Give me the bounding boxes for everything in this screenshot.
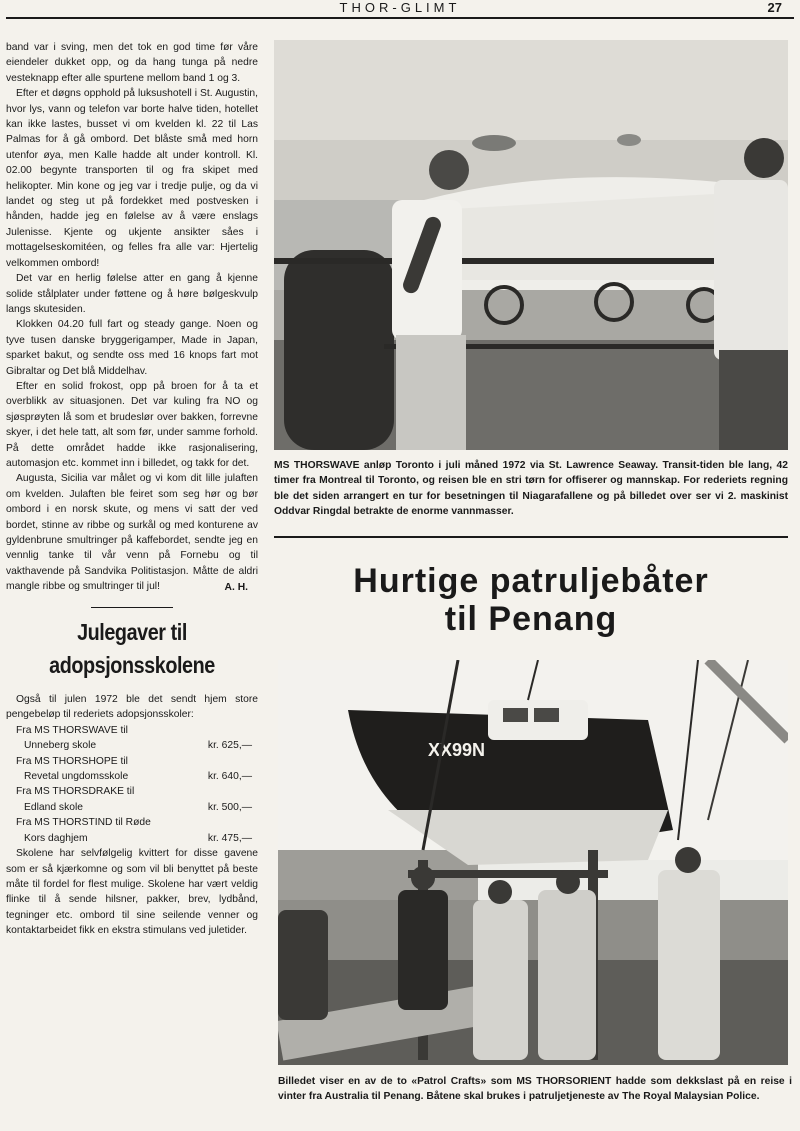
left-article-column <box>6 40 258 939</box>
patrol-boat-photo <box>278 660 788 1065</box>
article-signature: A. H. <box>224 581 248 593</box>
page-number: 27 <box>767 0 782 15</box>
gift-ship: Fra MS THORSDRAKE til <box>16 786 135 798</box>
section-divider <box>91 607 173 608</box>
gift-amount: kr. 625,— <box>207 740 252 752</box>
gift-amount: kr. 500,— <box>207 801 252 813</box>
gift-amount: kr. 640,— <box>207 771 252 783</box>
header-rule <box>6 17 794 19</box>
gift-ship: Fra MS THORSWAVE til <box>16 724 128 736</box>
gift-title-line2: adopsjonsskolene <box>49 652 215 679</box>
article-paragraph: Det var en herlig følelse atter en gang å kjenne solide stålplater under føttene og å høre bølgeskvulp langs skutesiden. <box>6 273 258 315</box>
gift-row <box>6 831 258 846</box>
patrol-boat-caption: Billedet viser en av de to «Patrol Crafts» som MS THORSORIENT hadde som dekkslast på en reise i vinter fra Australia til Penang. Båtene skal brukes i patruljetjeneste av The Royal Malaysian Police. <box>278 1076 792 1103</box>
patrol-boats-headline <box>274 562 788 638</box>
gift-intro: Også til julen 1972 ble det sendt hjem store pengebeløp til rederiets adopsjonsskoler: <box>6 694 258 721</box>
last-paragraph-with-signature <box>6 471 258 594</box>
gift-list <box>6 723 258 846</box>
gift-school: Revetal ungdomsskole <box>24 771 129 783</box>
gift-row <box>6 800 258 815</box>
gift-ship: Fra MS THORSHOPE til <box>16 755 128 767</box>
niagara-falls-photo <box>274 40 788 450</box>
gift-section-title <box>24 616 241 682</box>
gift-school: Unneberg skole <box>24 740 97 752</box>
article-paragraph: Augusta, Sicilia var målet og vi kom dit lille julaften om kvelden. Julaften ble feiret som seg hør og bør ombord i en norsk skute, og mens vi satt der ved bordet, stinne av ribbe og surkål og med konturene av gyldenbrune smultringer på kaffebordet, sendte jeg en vennlig tanke til vår venn på Fornebu og til vakthavende på Sandvika Politistasjon. Måtte de aldri mangle ribbe og smultringer til jul! <box>6 473 258 593</box>
boat-registration: XX99N <box>428 740 486 760</box>
article-paragraph: Efter en solid frokost, opp på broen for å ta et overblikk av situasjonen. Det var kuling fra NO og sjøsprøyten lå som et brudeslør over bakken, forrevne skyer, i det hele tatt, alt som før, under samme forhold. På dette området hadde ikke rasjonalisering, automasjon etc. kommet inn i billedet, og takk for det. <box>6 380 258 469</box>
gift-school: Edland skole <box>24 801 83 813</box>
gift-closing: Skolene har selvfølgelig kvittert for disse gavene som er så kjærkomne og som vil bli benyttet på beste måte til fordel for flest mulige. Skolene har vært veldig flinke til å sende hilsner, pakker, brev, lydbånd, tegninger etc. ombord til sine seilende venner og kontaktarbeidet fikk en ekstra stimulans ved juletider. <box>6 848 258 937</box>
magazine-title: THOR-GLIMT <box>339 0 461 15</box>
article-paragraph: Efter et døgns opphold på luksushotell i St. Augustin, hvor lys, vann og telefon var borte halve tiden, hotellet kan ikke lastes, busset vi om kvelden kl. 22 til Las Palmas for å gå ombord. Det blåste små med horn utenfor øya, men Kalle hadde alt under kontroll. Kl. 02.00 begynte transporten til og fra skipet med helikopter. Min kone og jeg var i tredje pulje, og da vi landet og steg ut på fordekket med postvesken i hånden, hadde jeg en følelse av å være enslags Julenisse. Kjente og ukjente ansikter såes i mottagelseskomitéen, og felles fra alle var: Hjertelig velkommen ombord! <box>6 88 258 269</box>
gift-ship: Fra MS THORSTIND til Røde <box>16 817 151 829</box>
article-paragraph: band var i sving, men det tok en god time før våre eiendeler dukket opp, og da hang tunga på nedre vesteknapp efter alle spurtene mellom band 1 og 3. <box>6 42 258 84</box>
gift-amount: kr. 475,— <box>207 832 252 844</box>
headline-line2: til Penang <box>444 600 618 638</box>
gift-row <box>6 769 258 784</box>
caption-rule <box>274 536 788 538</box>
gift-school: Kors daghjem <box>24 832 88 844</box>
headline-line1: Hurtige patruljebåter <box>353 562 709 600</box>
niagara-photo-caption: MS THORSWAVE anløp Toronto i juli måned 1972 via St. Lawrence Seaway. Transit-tiden ble lang, 42 timer fra Montreal til Toronto, og reisen ble en stri tørn for offiserer og mannskap. For rederiets regning ble det siden arrangert en tur for besetningen til Niagarafallene og på billedet over ser vi 2. maskinist Oddvar Ringdal betrakte de enorme vannmasser. <box>274 460 788 518</box>
article-paragraph: Klokken 04.20 full fart og steady gange. Noen og tyve tusen danske bryggerigamper, Made in Japan, sparket bakut, og sendte oss med 16 knops fart mot Gibraltar og Det blå Middelhav. <box>6 319 258 377</box>
gift-title-line1: Julegaver til <box>77 619 187 646</box>
gift-row <box>6 738 258 753</box>
